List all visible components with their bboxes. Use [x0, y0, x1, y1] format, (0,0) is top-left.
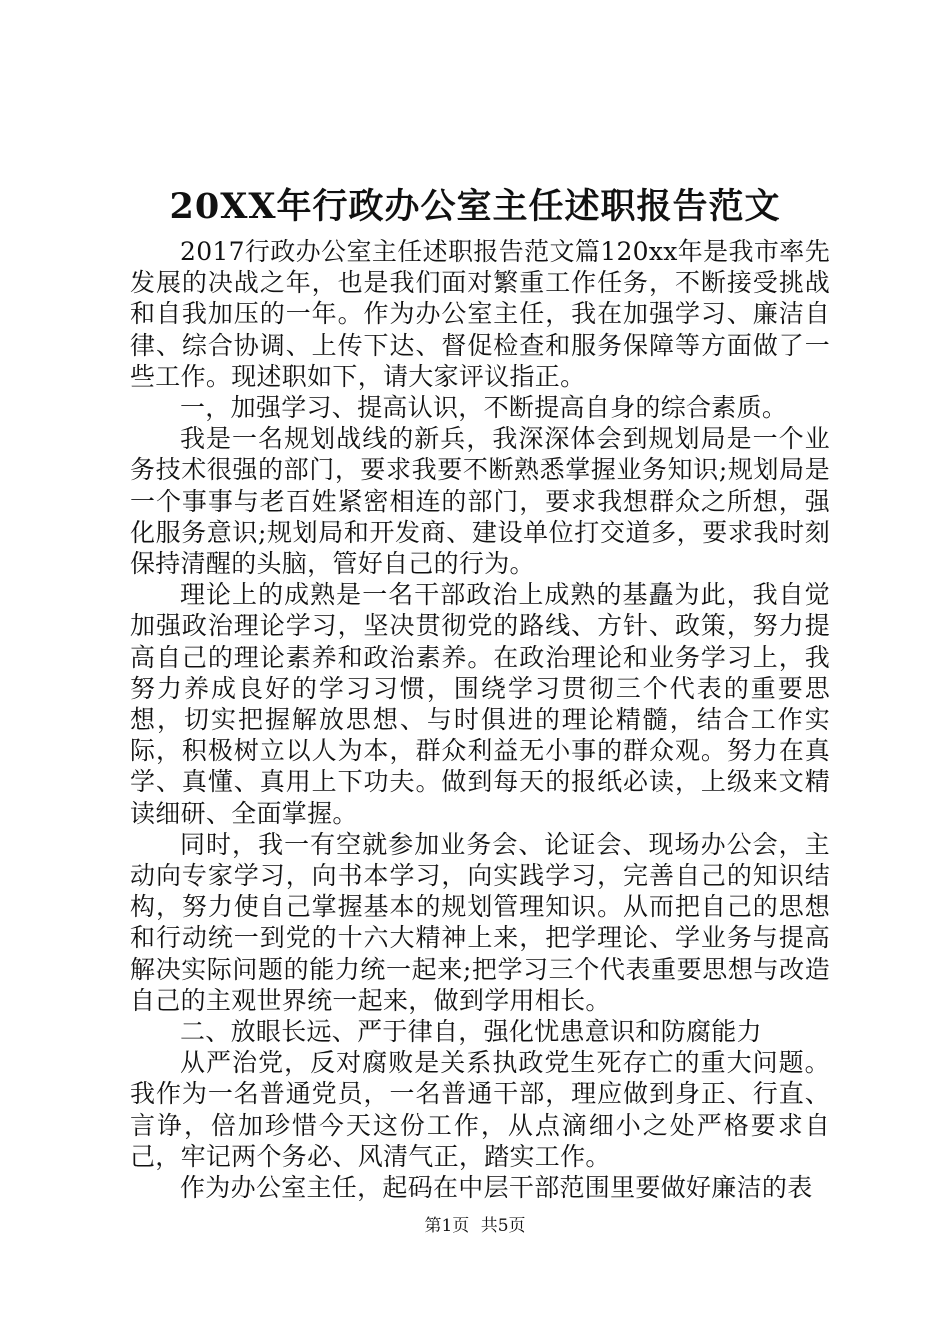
document-title: 20XX年行政办公室主任述职报告范文: [169, 186, 781, 227]
paragraph: 我是一名规划战线的新兵，我深深体会到规划局是一个业务技术很强的部门，要求我要不断熟悉掌握业务知识;规划局是一个事事与老百姓紧密相连的部门，要求我想群众之所想，强化服务意识;规划局和开发商、建设单位打交道多，要求我时刻保持清醒的头脑，管好自己的行为。: [130, 424, 830, 579]
page-footer: [0, 1214, 950, 1238]
paragraph: 作为办公室主任，起码在中层干部范围里要做好廉洁的表: [180, 1173, 813, 1203]
document-body: [130, 236, 830, 1203]
section-heading-2: 二、放眼长远、严于律自，强化忧患意识和防腐能力: [180, 1017, 762, 1047]
paragraph-intro: 2017行政办公室主任述职报告范文篇120xx年是我市率先发展的决战之年，也是我们面对繁重工作任务，不断接受挑战和自我加压的一年。作为办公室主任，我在加强学习、廉洁自律、综合协调、上传下达、督促检查和服务保障等方面做了一些工作。现述职如下，请大家评议指正。: [130, 237, 830, 391]
paragraph: 理论上的成熟是一名干部政治上成熟的基矗为此，我自觉加强政治理论学习，坚决贯彻党的路线、方针、政策，努力提高自己的理论素养和政治素养。在政治理论和业务学习上，我努力养成良好的学习习惯，围绕学习贯彻三个代表的重要思想，切实把握解放思想、与时俱进的理论精髓，结合工作实际，积极树立以人为本，群众利益无小事的群众观。努力在真学、真懂、真用上下功夫。做到每天的报纸必读，上级来文精读细研、全面掌握。: [130, 580, 830, 828]
paragraph: 从严治党，反对腐败是关系执政党生死存亡的重大问题。我作为一名普通党员，一名普通干部，理应做到身正、行直、言诤，倍加珍惜今天这份工作，从点滴细小之处严格要求自己，牢记两个务必、风清气正，踏实工作。: [130, 1048, 830, 1171]
page-number: 第1页: [424, 1216, 470, 1236]
section-heading-1: 一，加强学习、提高认识，不断提高自身的综合素质。: [180, 393, 788, 423]
paragraph: 同时，我一有空就参加业务会、论证会、现场办公会，主动向专家学习，向书本学习，向实践学习，完善自己的知识结构，努力使自己掌握基本的规划管理知识。从而把自己的思想和行动统一到党的十六大精神上来，把学理论、学业务与提高解决实际问题的能力统一起来;把学习三个代表重要思想与改造自己的主观世界统一起来，做到学用相长。: [130, 829, 830, 1015]
page-total: 共5页: [480, 1216, 526, 1236]
